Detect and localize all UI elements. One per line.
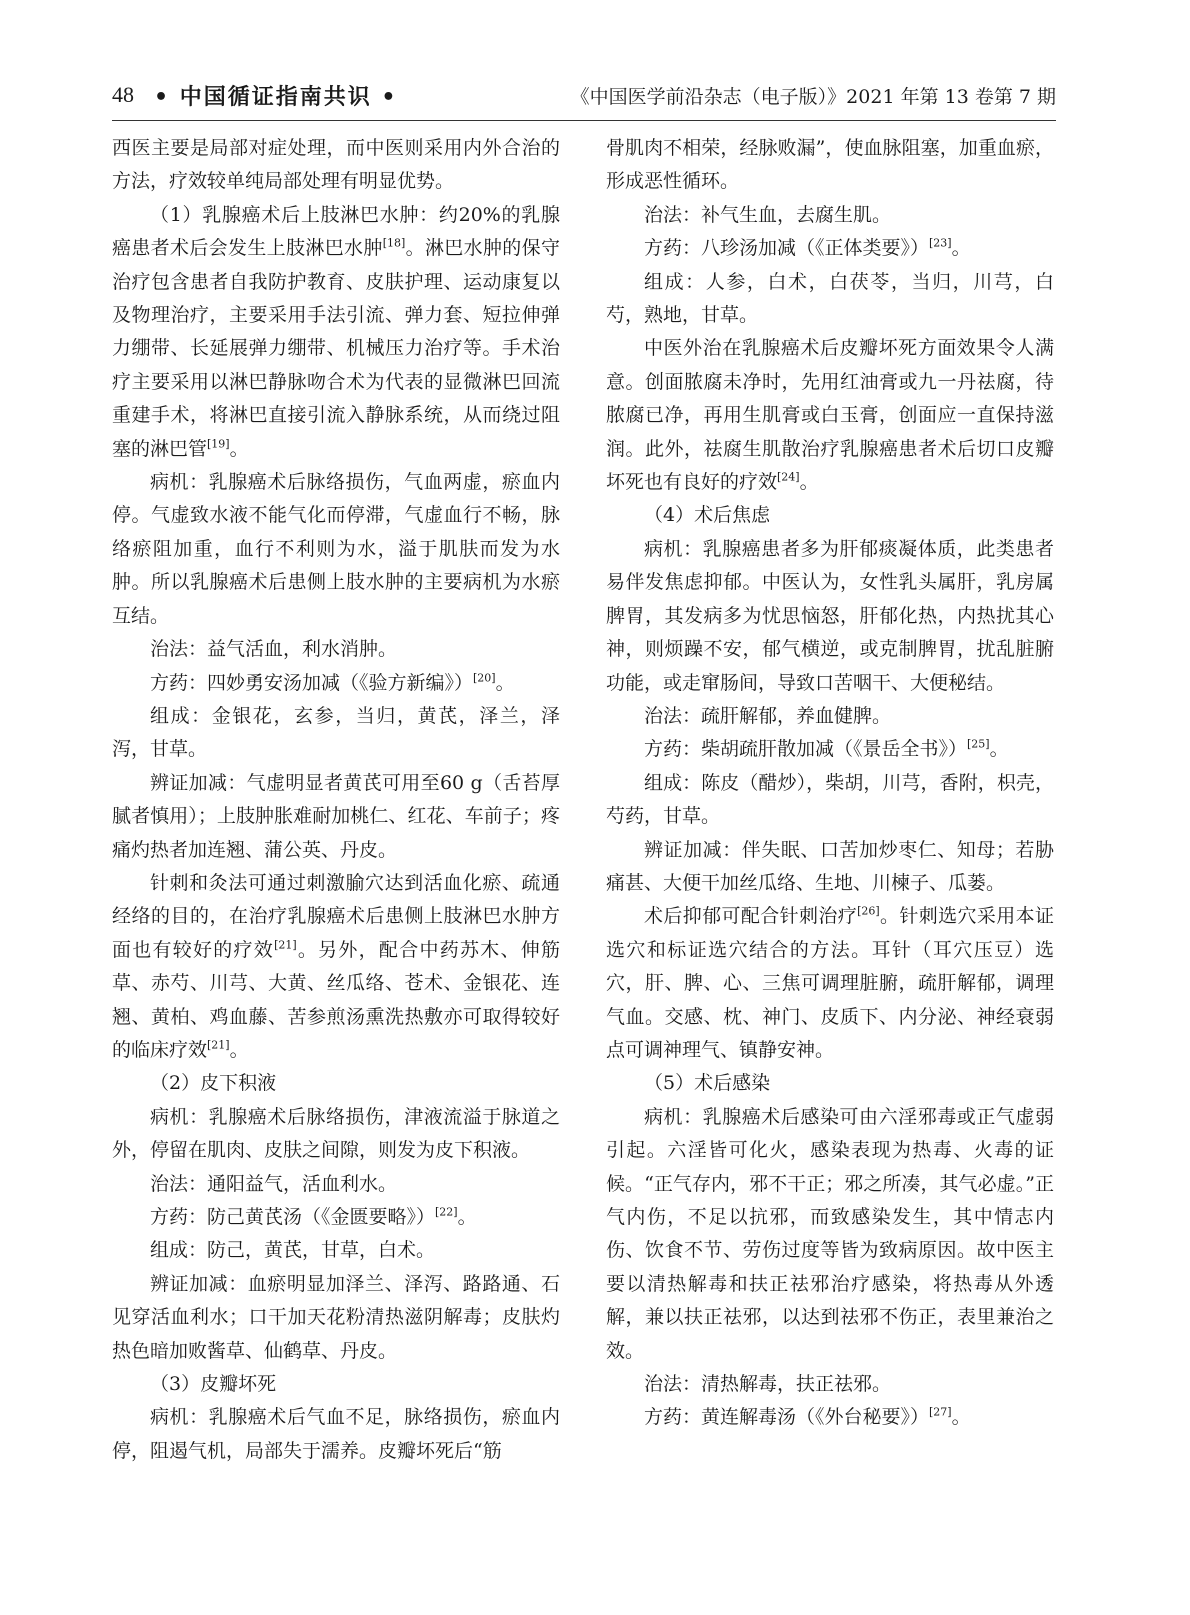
paragraph: 病机：乳腺癌患者多为肝郁痰凝体质，此类患者易伴发焦虑抑郁。中医认为，女性乳头属肝，乳房属脾胃，其发病多为忧思恼怒，肝郁化热，内热扰其心神，则烦躁不安，郁气横逆，或克制脾胃，扰乱脏腑功能，或走窜肠间，导致口苦咽干、大便秘结。 [606,537,1054,694]
paragraph: 西医主要是局部对症处理，而中医则采用内外合治的方法，疗效较单纯局部处理有明显优势。 [112,137,560,193]
paragraph: 方药：柴胡疏肝散加减（《景岳全书》）[25]。 [644,737,1009,761]
page-number: 48 [112,82,134,107]
subsection-heading: （4）术后焦虑 [644,504,771,527]
subsection-heading: （5）术后感染 [644,1072,771,1095]
subsection-heading: （3）皮瓣坏死 [150,1373,277,1396]
paragraph: 术后抑郁可配合针刺治疗[26]。针刺选穴采用本证选穴和标证选穴结合的方法。耳针（耳穴压豆）选穴，肝、脾、心、三焦可调理脏腑，疏肝解郁，调理气血。交感、枕、神门、皮质下、内分泌、神经衰弱点可调神理气、镇静安神。 [606,905,1054,1061]
citation-ref: [24] [777,470,800,484]
paragraph: 骨肌肉不相荣，经脉败漏”，使血脉阻塞，加重血瘀，形成恶性循环。 [606,137,1054,193]
paragraph: 病机：乳腺癌术后气血不足，脉络损伤，瘀血内停，阻遏气机，局部失于濡养。皮瓣坏死后“筋 [112,1406,560,1462]
header-rule [112,120,1056,121]
paragraph: 治法：补气生血，去腐生肌。 [644,203,892,226]
paragraph: 治法：通阳益气，活血利水。 [150,1172,398,1195]
citation-ref: [20] [473,671,496,685]
paragraph: 针刺和灸法可通过刺激腧穴达到活血化瘀、疏通经络的目的，在治疗乳腺癌术后患侧上肢淋巴水肿方面也有较好的疗效[21]。另外，配合中药苏木、伸筋草、赤芍、川芎、大黄、丝瓜络、苍术、金银花、连翘、黄柏、鸡血藤、苦参煎汤熏洗热敷亦可取得较好的临床疗效[21]。 [112,871,560,1061]
paragraph: 辨证加减：伴失眠、口苦加炒枣仁、知母；若胁痛甚、大便干加丝瓜络、生地、川楝子、瓜蒌。 [606,838,1054,894]
citation-ref: [25] [967,737,990,751]
page-header [112,80,1056,114]
subsection-heading: （2）皮下积液 [150,1072,277,1095]
paragraph: 辨证加减：血瘀明显加泽兰、泽泻、路路通、石见穿活血利水；口干加天花粉清热滋阴解毒；皮肤灼热色暗加败酱草、仙鹤草、丹皮。 [112,1272,560,1362]
paragraph: 组成：金银花，玄参，当归，黄芪，泽兰，泽泻，甘草。 [112,704,560,761]
citation-ref: [19] [207,437,230,451]
section-tag: • 中国循证指南共识 • [154,85,398,110]
left-column [112,132,560,1468]
paragraph: 方药：四妙勇安汤加减（《验方新编》）[20]。 [150,671,515,694]
paragraph: 病机：乳腺癌术后脉络损伤，津液流溢于脉道之外，停留在肌肉、皮肤之间隙，则发为皮下积液。 [112,1105,560,1162]
paragraph: 辨证加减：气虚明显者黄芪可用至60 g（舌苔厚腻者慎用）；上肢肿胀难耐加桃仁、红花、车前子；疼痛灼热者加连翘、蒲公英、丹皮。 [112,771,560,861]
paragraph: 组成：陈皮（醋炒），柴胡，川芎，香附，枳壳，芍药，甘草。 [606,771,1054,828]
paragraph: 方药：防己黄芪汤（《金匮要略》）[22]。 [150,1205,477,1228]
paragraph: 方药：八珍汤加减（《正体类要》）[23]。 [644,236,971,260]
paragraph: 治法：益气活血，利水消肿。 [150,638,398,661]
paragraph: 组成：防己，黄芪，甘草，白术。 [150,1239,436,1262]
citation-ref: [18] [382,236,406,250]
paragraph: 病机：乳腺癌术后感染可由六淫邪毒或正气虚弱引起。六淫皆可化火，感染表现为热毒、火毒的证候。“正气存内，邪不干正；邪之所凑，其气必虚。”正气内伤，不足以抗邪，而致感染发生，其中情志内伤、饮食不节、劳伤过度等皆为致病原因。故中医主要以清热解毒和扶正祛邪治疗感染，将热毒从外透解，兼以扶正祛邪，以达到祛邪不伤正，表里兼治之效。 [606,1105,1054,1362]
citation-ref: [21] [207,1038,230,1052]
paragraph: 组成：人参，白术，白茯苓，当归，川芎，白芍，熟地，甘草。 [606,270,1054,327]
right-column [606,132,1054,1435]
paragraph: 方药：黄连解毒汤（《外台秘要》）[27]。 [644,1406,971,1429]
journal-citation: 《中国医学前沿杂志（电子版）》2021 年第 13 卷第 7 期 [570,86,1056,108]
citation-ref: [27] [929,1406,952,1420]
citation-ref: [22] [435,1205,458,1219]
paragraph: 治法：疏肝解郁，养血健脾。 [644,704,892,727]
citation-ref: [26] [857,905,880,919]
paragraph: 治法：清热解毒，扶正祛邪。 [644,1373,892,1396]
paragraph: 病机：乳腺癌术后脉络损伤，气血两虚，瘀血内停。气虚致水液不能气化而停滞，气虚血行不畅，脉络瘀阻加重，血行不利则为水，溢于肌肤而发为水肿。所以乳腺癌术后患侧上肢水肿的主要病机为水瘀互结。 [112,471,560,627]
citation-ref: [23] [929,236,952,250]
paragraph: 中医外治在乳腺癌术后皮瓣坏死方面效果令人满意。创面脓腐未净时，先用红油膏或九一丹祛腐，待脓腐已净，再用生肌膏或白玉膏，创面应一直保持滋润。此外，祛腐生肌散治疗乳腺癌患者术后切口皮瓣坏死也有良好的疗效[24]。 [606,337,1054,494]
paragraph: （1）乳腺癌术后上肢淋巴水肿：约20%的乳腺癌患者术后会发生上肢淋巴水肿[18]。淋巴水肿的保守治疗包含患者自我防护教育、皮肤护理、运动康复以及物理治疗，主要采用手法引流、弹力套、短拉伸弹力绷带、长延展弹力绷带、机械压力治疗等。手术治疗主要采用以淋巴静脉吻合术为代表的显微淋巴回流重建手术，将淋巴直接引流入静脉系统，从而绕过阻塞的淋巴管[19]。 [112,203,560,460]
citation-ref: [21] [274,938,297,952]
